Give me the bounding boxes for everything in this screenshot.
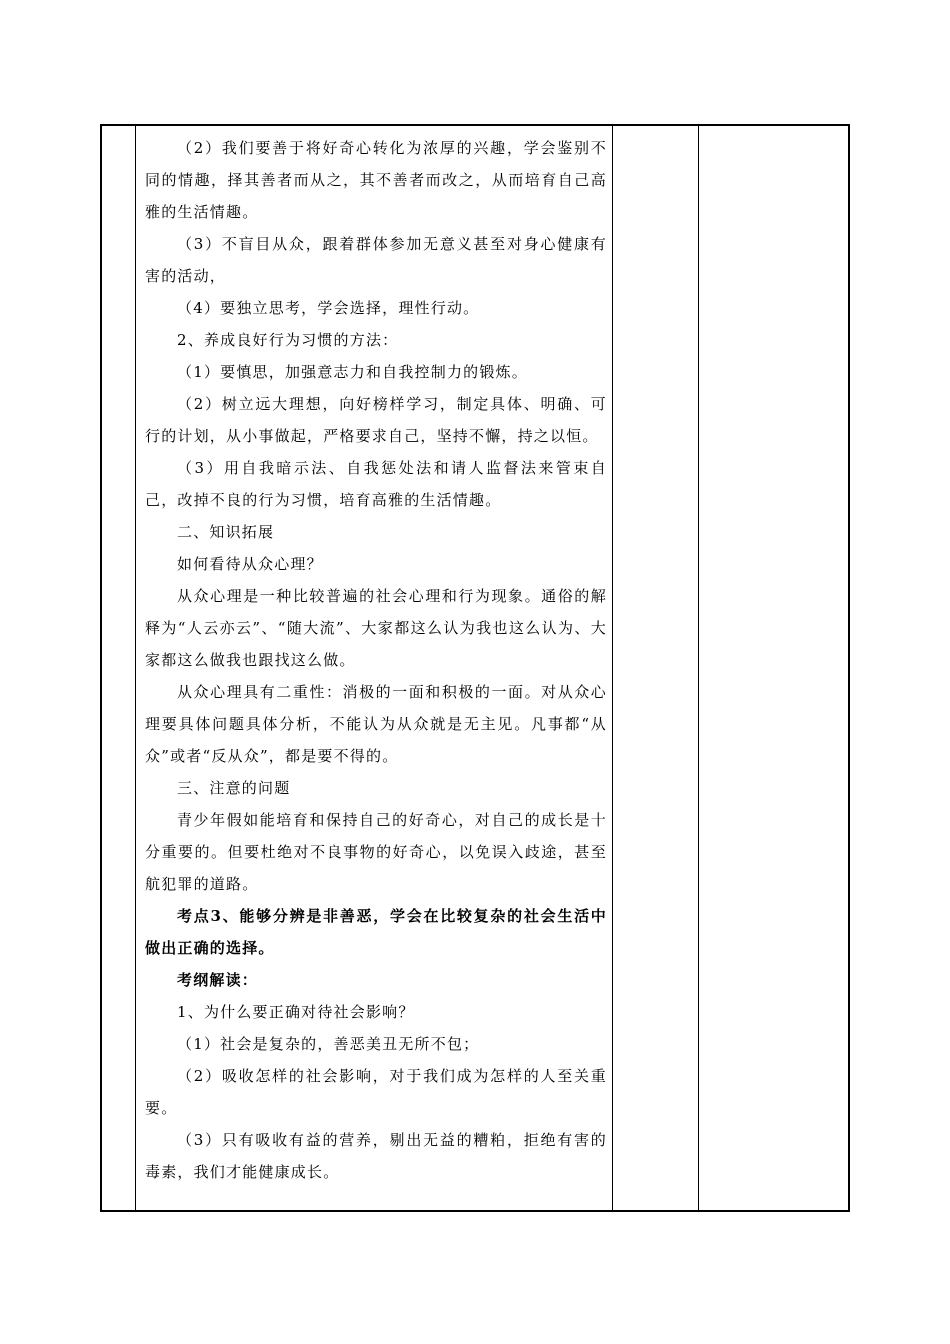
column-divider bbox=[612, 126, 613, 1210]
paragraph: 从众心理具有二重性：消极的一面和积极的一面。对从众心理要具体问题具体分析，不能认为从众就是无主见。凡事都“从众”或者“反从众”，都是要不得的。 bbox=[145, 683, 607, 765]
main-text-cell bbox=[145, 132, 607, 1188]
paragraph: 青少年假如能培育和保持自己的好奇心，对自己的成长是十分重要的。但要杜绝对不良事物的好奇心，以免误入歧途，甚至航犯罪的道路。 bbox=[145, 811, 607, 893]
paragraph: （3）不盲目从众，跟着群体参加无意义甚至对身心健康有害的活动， bbox=[145, 235, 607, 285]
paragraph: （2）树立远大理想，向好榜样学习，制定具体、明确、可行的计划，从小事做起，严格要求自己，坚持不懈，持之以恒。 bbox=[145, 395, 607, 445]
section-heading: 2、养成良好行为习惯的方法： bbox=[177, 331, 399, 349]
paragraph: （3）只有吸收有益的营养，剔出无益的糟粕，拒绝有害的毒素，我们才能健康成长。 bbox=[145, 1131, 607, 1181]
column-divider bbox=[135, 126, 136, 1210]
paragraph: （3）用自我暗示法、自我惩处法和请人监督法来管束自己，改掉不良的行为习惯，培育高雅的生活情趣。 bbox=[145, 459, 607, 509]
content-table bbox=[100, 124, 850, 1212]
key-point-heading: 考点3、能够分辨是非善恶，学会在比较复杂的社会生活中做出正确的选择。 bbox=[145, 907, 607, 957]
paragraph: （2）我们要善于将好奇心转化为浓厚的兴趣，学会鉴别不同的情趣，择其善者而从之，其不善者而改之，从而培育自己高雅的生活情趣。 bbox=[145, 139, 607, 221]
column-divider bbox=[698, 126, 699, 1210]
paragraph: （1）要慎思，加强意志力和自我控制力的锻炼。 bbox=[177, 363, 528, 381]
paragraph: （1）社会是复杂的，善恶美丑无所不包； bbox=[177, 1035, 480, 1053]
paragraph: （2）吸收怎样的社会影响，对于我们成为怎样的人至关重要。 bbox=[145, 1067, 607, 1117]
section-heading: 二、知识拓展 bbox=[177, 523, 275, 541]
question: 如何看待从众心理？ bbox=[177, 555, 323, 573]
section-heading: 三、注意的问题 bbox=[177, 779, 291, 797]
paragraph: （4）要独立思考，学会选择，理性行动。 bbox=[177, 299, 480, 317]
paragraph: 从众心理是一种比较普遍的社会心理和行为现象。通俗的解释为“人云亦云”、“随大流”、大家都这么认为我也这么认为、大家都这么做我也跟找这么做。 bbox=[145, 587, 607, 669]
syllabus-heading: 考纲解读： bbox=[177, 971, 259, 989]
section-heading: 1、为什么要正确对待社会影响？ bbox=[177, 1003, 415, 1021]
